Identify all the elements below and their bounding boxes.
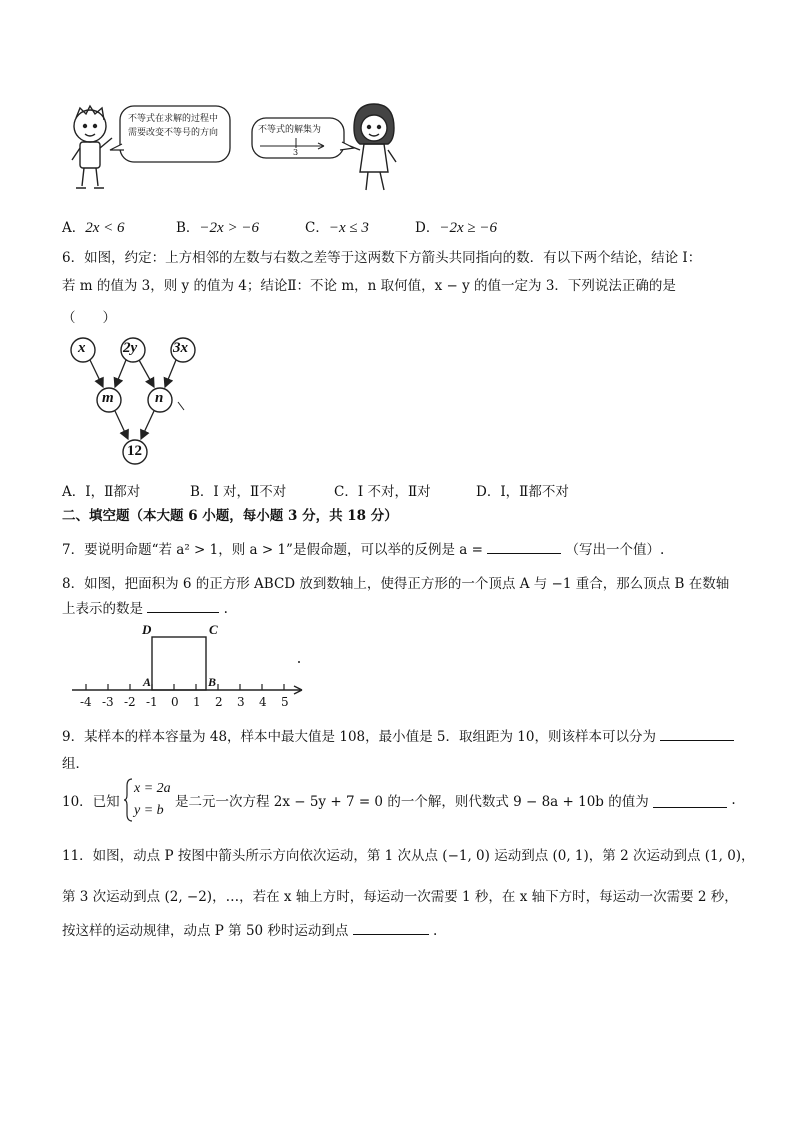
q8-number-line-figure: [66, 620, 316, 712]
label-a: A: [143, 675, 152, 689]
tick-label: -4: [80, 695, 92, 709]
square-abcd: [152, 637, 206, 690]
arrow-n-12: [141, 411, 154, 439]
q7-text-end: （写出一个值）.: [565, 542, 665, 558]
q10-eq2: y = b: [133, 803, 164, 818]
q7-text: 7．要说明命题“若 a² > 1，则 a > 1”是假命题，可以举的反例是 a =: [62, 542, 483, 558]
tick-label: 0: [171, 695, 179, 709]
q10-text-mid: 是二元一次方程 2x − 5y + 7 = 0 的一个解，则代数式 9 − 8a + 10b 的值为: [174, 794, 649, 810]
tick-label: 3: [237, 695, 245, 709]
q11-answer-blank[interactable]: [353, 920, 429, 935]
label-b: B: [208, 675, 217, 689]
brace-icon: [124, 778, 134, 822]
q5-option-b[interactable]: B．−2x > −6: [176, 220, 259, 236]
tick-label: -1: [146, 695, 158, 709]
q6-option-c[interactable]: C．I 不对，Ⅱ对: [334, 484, 431, 500]
q8-text: 上表示的数是: [62, 601, 143, 617]
node-m-label: m: [102, 390, 114, 406]
q11-line3: [62, 919, 437, 939]
q10-eq1: x = 2a: [133, 781, 171, 796]
section-title: 二、填空题（本大题 6 小题，每小题 3 分，共 18 分）: [62, 508, 398, 524]
stray-mark: [178, 402, 184, 410]
q9-text: 9．某样本的样本容量为 48，样本中最大值是 108，最小值是 5．取组距为 10，则该样本可以分为: [62, 729, 656, 745]
tick-label: 2: [215, 695, 223, 709]
node-2y-label: 2y: [123, 340, 138, 356]
number-line-ticks: [86, 684, 284, 690]
tick-label: 1: [193, 695, 201, 709]
q10-text-pre: 10．已知: [62, 794, 120, 810]
label-c: C: [209, 622, 218, 637]
node-x-label: x: [78, 340, 86, 356]
q5-illustration: [62, 98, 402, 198]
boy-figure: [72, 106, 112, 188]
q10-text-end: .: [731, 792, 736, 808]
arrow-2y-n: [139, 360, 154, 387]
q11-text-end: .: [433, 923, 438, 939]
q7-answer-blank[interactable]: [487, 539, 561, 554]
left-bubble-text: 不等式在求解的过程中需要改变不等号的方向: [128, 114, 219, 138]
q5-option-d[interactable]: D．−2x ≥ −6: [415, 220, 497, 236]
right-bubble-title: 不等式的解集为: [258, 125, 322, 135]
q5-cartoon-svg: [62, 98, 402, 198]
q6-line1: 6．如图，约定：上方相邻的左数与右数之差等于这两数下方箭头共同指向的数．有以下两个结论，结论 I：: [62, 250, 702, 266]
q11-text: 按这样的运动规律，动点 P 第 50 秒时运动到点: [62, 923, 349, 939]
stray-dot: [298, 661, 300, 663]
q6-option-d[interactable]: D．I，Ⅱ都不对: [476, 484, 569, 500]
q10-line: [62, 778, 736, 822]
q8-line2: [62, 597, 228, 617]
arrow-3x-n: [165, 360, 176, 387]
q6-option-a[interactable]: A．I，Ⅱ都对: [62, 484, 141, 500]
q7-line: [62, 538, 664, 558]
q6-paren: （ ）: [62, 310, 116, 326]
tick-label: -3: [102, 695, 114, 709]
q10-answer-blank[interactable]: [653, 793, 727, 808]
right-bubble-number: 3: [293, 148, 299, 157]
tick-label: 4: [259, 695, 267, 709]
q11-line2: 第 3 次运动到点 (2, −2)，…，若在 x 轴上方时，每运动一次需要 1 秒，在 x 轴下方时，每运动一次需要 2 秒，: [62, 889, 738, 905]
tick-label: -2: [124, 695, 136, 709]
q8-answer-blank[interactable]: [147, 598, 219, 613]
q9-line1: [62, 725, 734, 745]
q9-answer-blank[interactable]: [660, 726, 734, 741]
q6-diagram: [66, 334, 206, 468]
q6-option-b[interactable]: B．I 对，Ⅱ不对: [190, 484, 287, 500]
q9-line2: 组．: [62, 756, 89, 772]
node-3x-label: 3x: [173, 340, 188, 356]
q5-option-c[interactable]: C．−x ≤ 3: [305, 220, 369, 236]
arrow-2y-m: [115, 360, 126, 387]
q8-line1: 8．如图，把面积为 6 的正方形 ABCD 放到数轴上，使得正方形的一个顶点 A 与 −1 重合，那么顶点 B 在数轴: [62, 576, 730, 592]
q8-text-end: .: [223, 601, 228, 617]
label-d: D: [142, 622, 152, 637]
node-n-label: n: [155, 390, 164, 406]
arrow-x-m: [90, 360, 103, 387]
q10-equation-system: [124, 778, 171, 822]
q11-line1: 11．如图，动点 P 按图中箭头所示方向依次运动，第 1 次从点 (−1, 0) 运动到点 (0, 1)，第 2 次运动到点 (1, 0)，: [62, 848, 755, 864]
tick-label: 5: [281, 695, 289, 709]
girl-figure: [350, 104, 396, 190]
q6-line2: 若 m 的值为 3，则 y 的值为 4；结论Ⅱ：不论 m，n 取何值，x − y 的值一定为 3．下列说法正确的是: [62, 278, 676, 294]
q5-option-a[interactable]: A．2x < 6: [62, 220, 125, 236]
node-12-label: 12: [127, 443, 142, 459]
arrow-m-12: [115, 411, 128, 439]
